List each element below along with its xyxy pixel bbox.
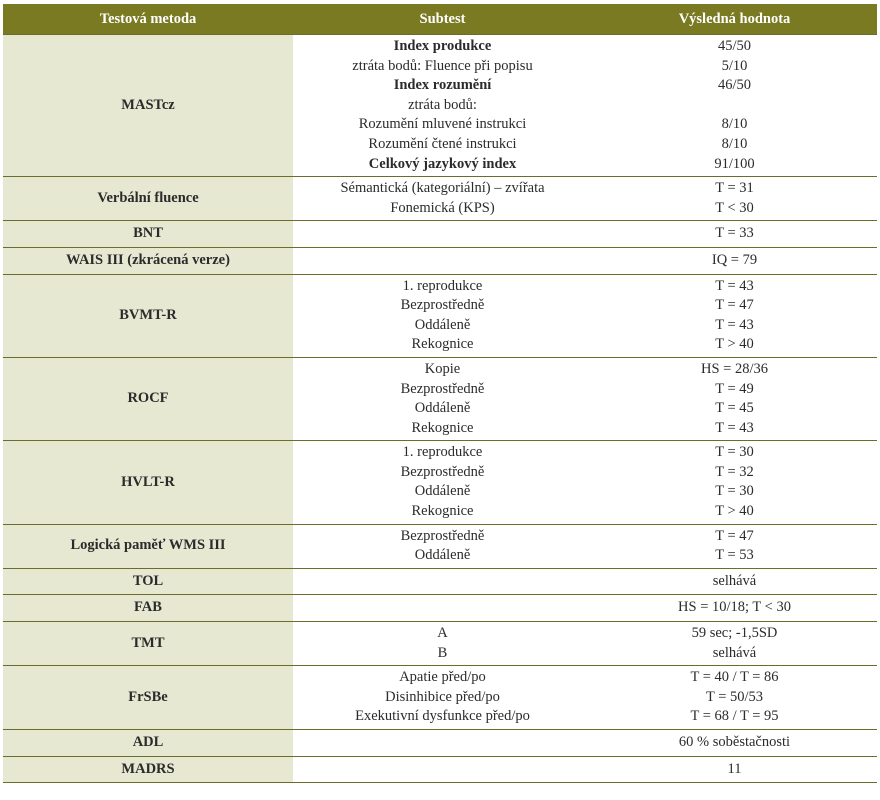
test-method-cell: MASTcz xyxy=(3,35,293,177)
result-value-line: T = 31 xyxy=(715,180,754,197)
subtest-line: Rekognice xyxy=(411,336,474,353)
subtest-line: Index rozumění xyxy=(393,77,492,94)
result-value-line: T = 45 xyxy=(715,400,754,417)
test-method-cell: ROCF xyxy=(3,357,293,440)
result-value-line xyxy=(592,96,877,116)
table-row xyxy=(3,666,877,730)
subtest-cell xyxy=(293,357,592,440)
result-value-cell xyxy=(592,524,877,568)
table-row xyxy=(3,524,877,568)
subtest-line: Celkový jazykový index xyxy=(368,155,517,172)
table-row xyxy=(3,730,877,757)
result-value-line: 5/10 xyxy=(721,57,748,74)
table-row xyxy=(3,595,877,622)
subtest-line: Exekutivní dysfunkce před/po xyxy=(355,708,530,725)
test-method-cell: HVLT-R xyxy=(3,441,293,524)
test-method-cell: BVMT-R xyxy=(3,274,293,357)
test-method-cell: ADL xyxy=(3,730,293,757)
result-value-line: HS = 28/36 xyxy=(701,360,768,377)
result-value-line: T = 33 xyxy=(715,225,754,242)
result-value-cell xyxy=(592,595,877,622)
result-value-line: T < 30 xyxy=(715,199,754,216)
subtest-line: Fonemická (KPS) xyxy=(390,199,495,216)
result-value-line: selhává xyxy=(712,644,757,661)
subtest-line: ztráta bodů: Fluence při popisu xyxy=(352,57,533,74)
header-subtest: Subtest xyxy=(293,4,592,35)
result-value-line: 91/100 xyxy=(714,155,755,172)
subtest-cell xyxy=(293,730,592,757)
subtest-cell xyxy=(293,524,592,568)
result-value-line: T = 32 xyxy=(715,463,754,480)
result-value-line: T = 49 xyxy=(715,380,754,397)
table-row xyxy=(3,756,877,783)
table-row xyxy=(3,568,877,595)
result-value-line: T = 30 xyxy=(715,444,754,461)
result-value-line: 8/10 xyxy=(721,116,748,133)
result-value-line: T > 40 xyxy=(715,503,754,520)
subtest-cell xyxy=(293,595,592,622)
result-value-line: HS = 10/18; T < 30 xyxy=(678,599,791,616)
subtest-line: Bezprostředně xyxy=(400,297,485,314)
subtest-line: Oddáleně xyxy=(414,316,471,333)
subtest-line: Disinhibice před/po xyxy=(385,688,500,705)
result-value-line: selhává xyxy=(712,572,757,589)
subtest-line: A xyxy=(437,625,448,642)
result-value-line: T = 53 xyxy=(715,547,754,564)
table-row xyxy=(3,441,877,524)
table-row xyxy=(3,247,877,274)
subtest-cell xyxy=(293,177,592,221)
subtest-cell xyxy=(293,568,592,595)
subtest-line: Oddáleně xyxy=(414,547,471,564)
table-header-row xyxy=(3,4,877,35)
subtest-cell xyxy=(293,666,592,730)
header-test-method: Testová metoda xyxy=(3,4,293,35)
subtest-line: ztráta bodů: xyxy=(408,96,477,113)
result-value-cell xyxy=(592,247,877,274)
subtest-line: Sémantická (kategoriální) – zvířata xyxy=(340,180,545,197)
result-value-cell xyxy=(592,274,877,357)
test-method-cell: MADRS xyxy=(3,756,293,783)
results-table xyxy=(3,4,877,783)
subtest-line: B xyxy=(437,644,448,661)
header-result-value: Výsledná hodnota xyxy=(592,4,877,35)
result-value-line: T > 40 xyxy=(715,336,754,353)
result-value-line: 8/10 xyxy=(721,135,748,152)
subtest-line: Index produkce xyxy=(393,38,492,54)
table-row xyxy=(3,274,877,357)
result-value-cell xyxy=(592,357,877,440)
result-value-cell xyxy=(592,35,877,177)
subtest-cell xyxy=(293,622,592,666)
table-row xyxy=(3,177,877,221)
result-value-line: T = 43 xyxy=(715,277,754,294)
subtest-line: Kopie xyxy=(424,360,461,377)
result-value-line: 60 % soběstačnosti xyxy=(678,734,791,750)
test-method-cell: WAIS III (zkrácená verze) xyxy=(3,247,293,274)
test-method-cell: BNT xyxy=(3,221,293,248)
result-value-line: T = 43 xyxy=(715,419,754,436)
subtest-cell xyxy=(293,247,592,274)
test-method-cell: Logická paměť WMS III xyxy=(3,524,293,568)
subtest-line: Apatie před/po xyxy=(399,669,486,686)
result-value-line: T = 47 xyxy=(715,297,754,314)
subtest-line: Bezprostředně xyxy=(400,463,485,480)
result-value-line: T = 50/53 xyxy=(705,688,764,705)
result-value-line: T = 30 xyxy=(715,483,754,500)
result-value-line: IQ = 79 xyxy=(711,251,758,268)
subtest-line: Bezprostředně xyxy=(400,380,485,397)
test-method-cell: Verbální fluence xyxy=(3,177,293,221)
subtest-cell xyxy=(293,274,592,357)
subtest-line: 1. reprodukce xyxy=(402,277,483,294)
result-value-cell xyxy=(592,622,877,666)
result-value-line: 46/50 xyxy=(717,77,752,94)
result-value-cell xyxy=(592,177,877,221)
subtest-line: Rozumění čtené instrukci xyxy=(368,135,517,152)
result-value-line: 11 xyxy=(727,760,742,777)
result-value-line: 59 sec; -1,5SD xyxy=(691,625,778,642)
result-value-cell xyxy=(592,730,877,757)
result-value-line: 45/50 xyxy=(717,38,752,54)
test-method-cell: FrSBe xyxy=(3,666,293,730)
subtest-line: Bezprostředně xyxy=(400,527,485,544)
subtest-line: Oddáleně xyxy=(414,483,471,500)
table-body xyxy=(3,35,877,783)
table-row xyxy=(3,622,877,666)
table-row xyxy=(3,221,877,248)
subtest-line: 1. reprodukce xyxy=(402,444,483,461)
results-table-container xyxy=(3,4,877,783)
result-value-cell xyxy=(592,221,877,248)
subtest-cell xyxy=(293,441,592,524)
test-method-cell: TMT xyxy=(3,622,293,666)
table-row xyxy=(3,35,877,177)
subtest-line: Oddáleně xyxy=(414,400,471,417)
test-method-cell: TOL xyxy=(3,568,293,595)
subtest-cell xyxy=(293,221,592,248)
result-value-cell xyxy=(592,756,877,783)
subtest-line: Rekognice xyxy=(411,503,474,520)
result-value-line: T = 47 xyxy=(715,527,754,544)
subtest-line: Rozumění mluvené instrukci xyxy=(358,116,527,133)
result-value-cell xyxy=(592,568,877,595)
result-value-line: T = 43 xyxy=(715,316,754,333)
result-value-cell xyxy=(592,666,877,730)
subtest-cell xyxy=(293,35,592,177)
table-row xyxy=(3,357,877,440)
test-method-cell: FAB xyxy=(3,595,293,622)
result-value-cell xyxy=(592,441,877,524)
subtest-line: Rekognice xyxy=(411,419,474,436)
result-value-line: T = 40 / T = 86 xyxy=(690,669,779,686)
subtest-cell xyxy=(293,756,592,783)
result-value-line: T = 68 / T = 95 xyxy=(690,708,779,725)
